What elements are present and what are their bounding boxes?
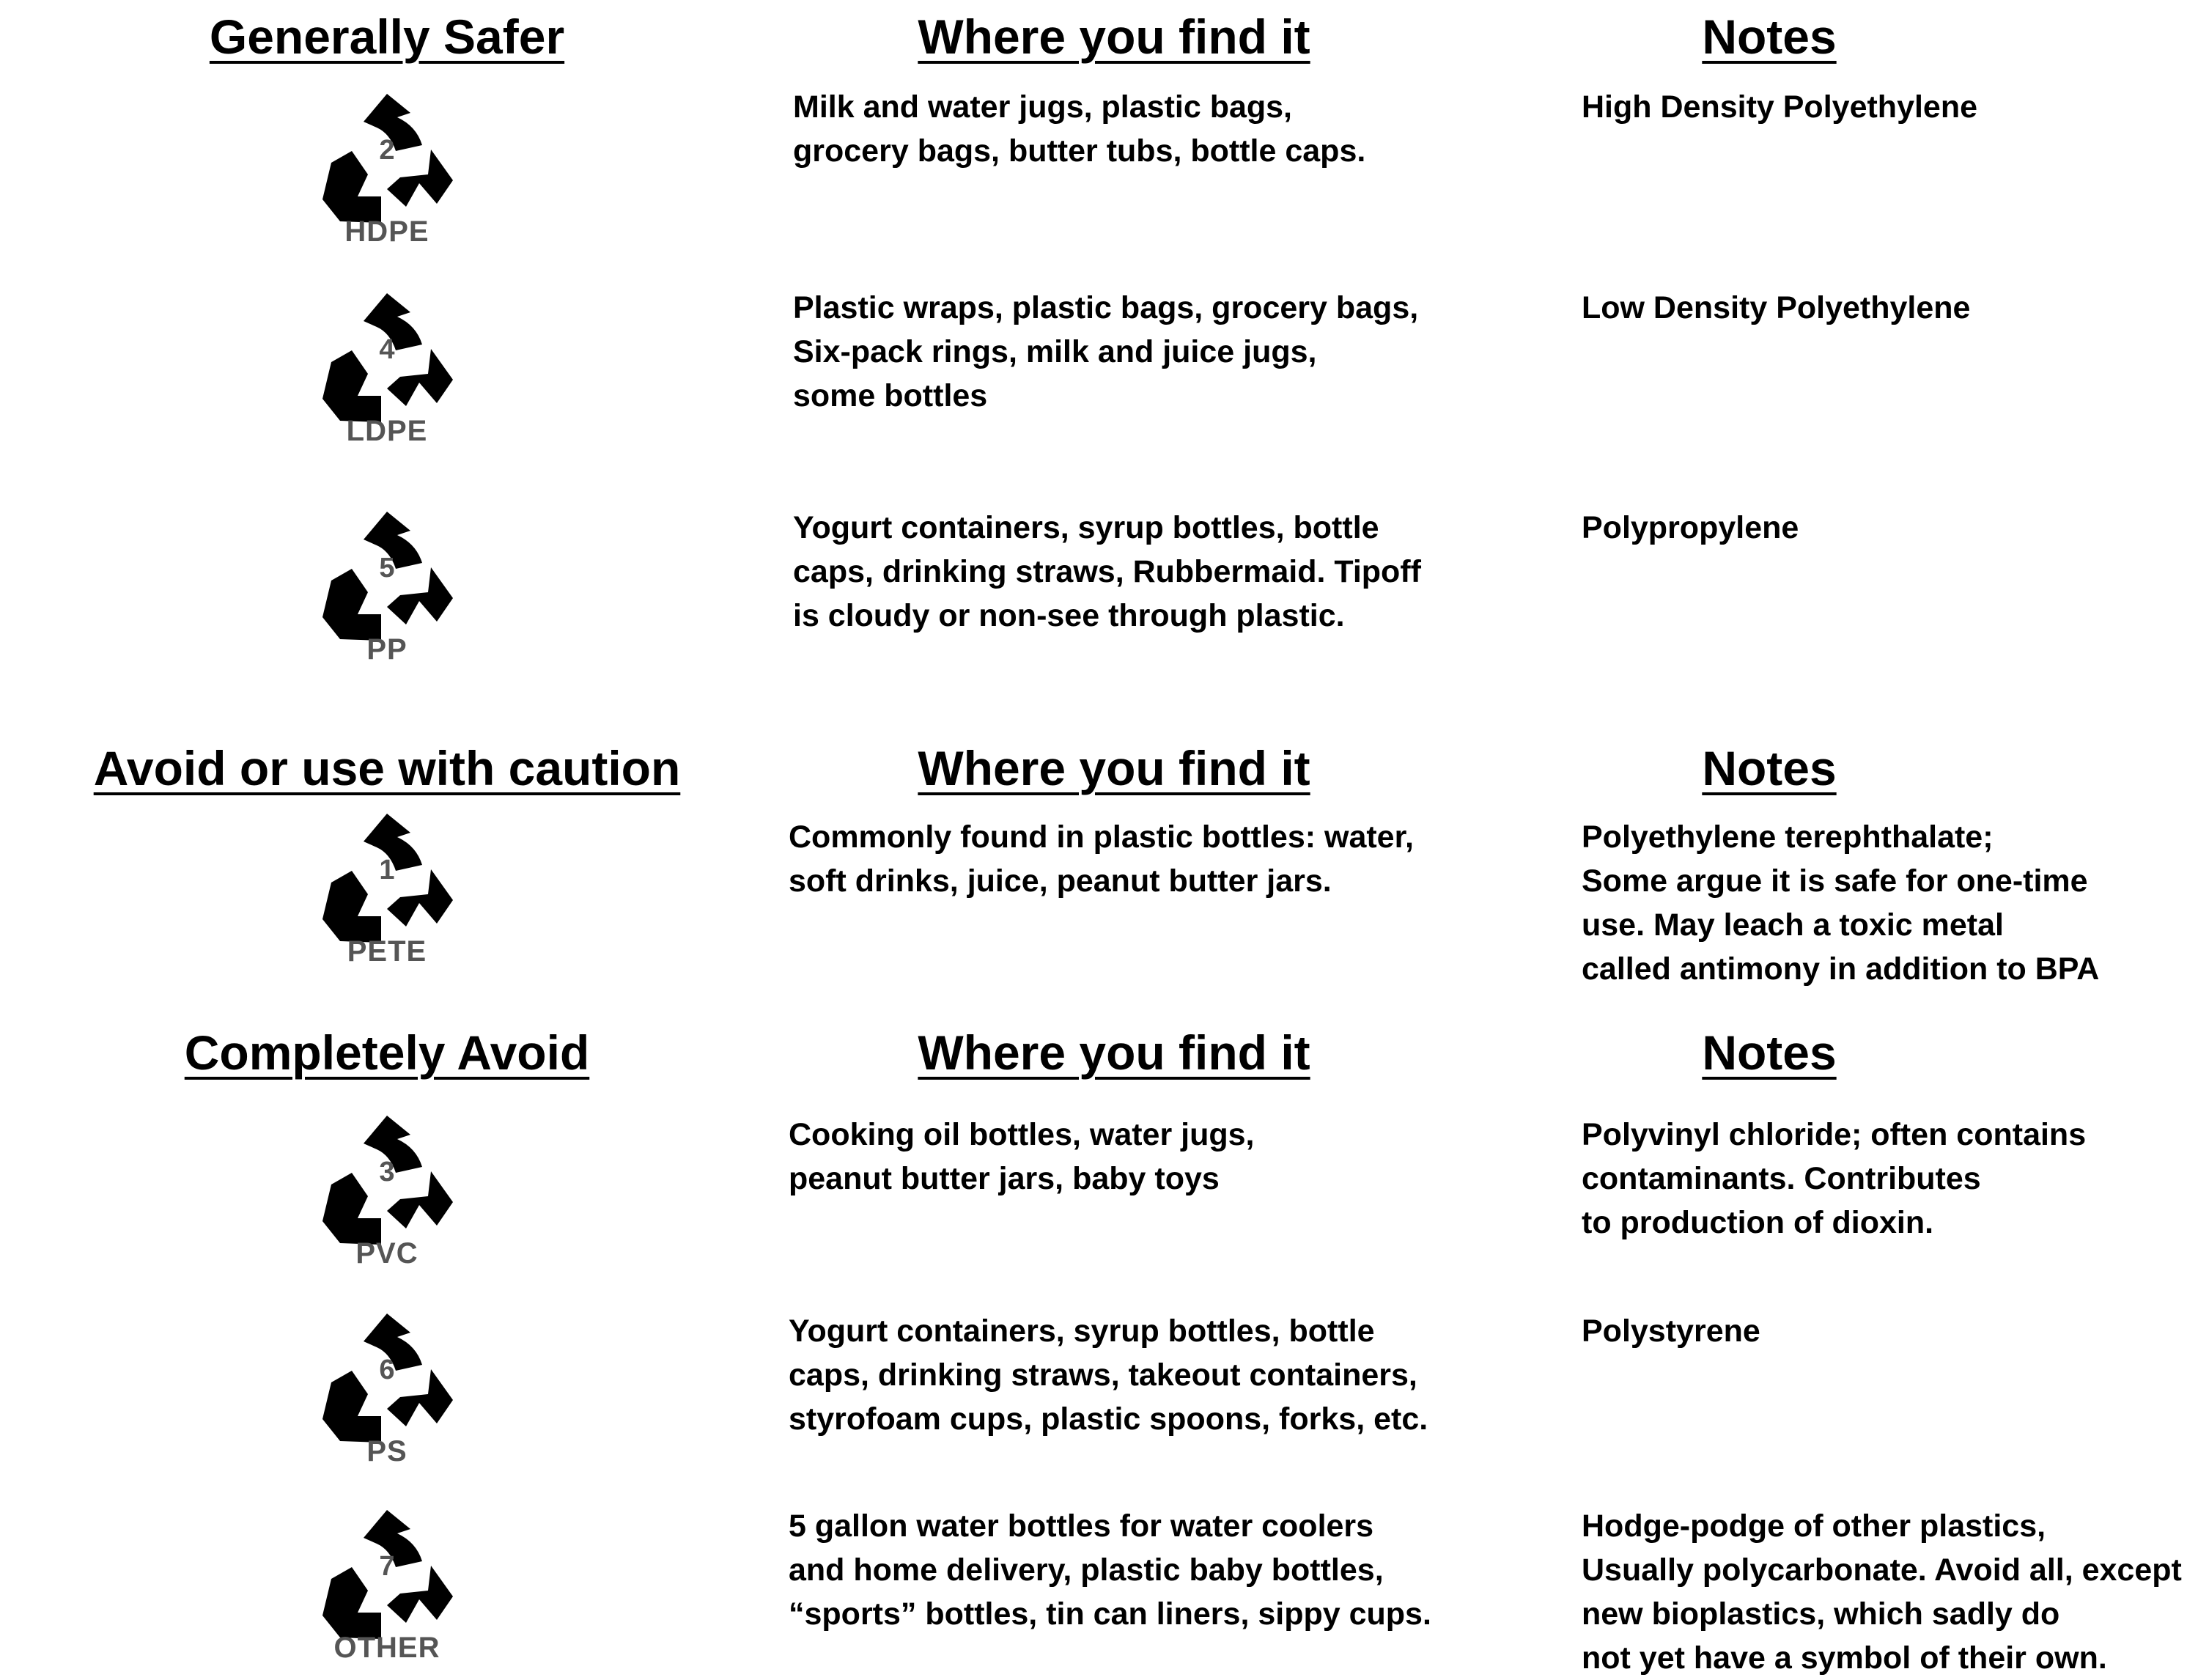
resin-code-number: 2	[379, 135, 395, 166]
resin-code-number: 7	[379, 1551, 395, 1582]
resin-abbreviation: PP	[366, 633, 407, 666]
recycle-icon-ps	[314, 1306, 460, 1467]
resin-code-number: 4	[379, 334, 395, 365]
resin-abbreviation: PVC	[355, 1237, 418, 1270]
resin-code-number: 1	[379, 855, 395, 885]
where-heading: Where you find it	[918, 1025, 1310, 1080]
notes-text: High Density Polyethylene	[1582, 89, 1978, 125]
resin-code-number: 5	[379, 553, 395, 583]
section-heading-caution: Avoid or use with caution	[93, 741, 681, 795]
notes-heading: Notes	[1702, 1025, 1837, 1080]
where-heading: Where you find it	[918, 10, 1310, 64]
resin-abbreviation: LDPE	[346, 415, 428, 447]
notes-heading: Notes	[1702, 741, 1837, 795]
where-text: Yogurt containers, syrup bottles, bottle caps, drinking straws, Rubbermaid. Tipoff is cloudy or non-see through plastic.	[793, 510, 1421, 633]
notes-text: Low Density Polyethylene	[1582, 290, 1971, 325]
recycle-icon-hdpe	[314, 86, 460, 248]
section-heading-avoid: Completely Avoid	[184, 1025, 590, 1080]
where-text: Cooking oil bottles, water jugs, peanut butter jars, baby toys	[789, 1117, 1255, 1196]
resin-abbreviation: OTHER	[333, 1632, 440, 1664]
resin-abbreviation: PETE	[347, 935, 427, 968]
where-text: 5 gallon water bottles for water coolers and home delivery, plastic baby bottles, “sports” bottles, tin can liners, sippy cups.	[789, 1508, 1431, 1632]
notes-text: Polypropylene	[1582, 510, 1799, 545]
where-text: Milk and water jugs, plastic bags, grocery bags, butter tubs, bottle caps.	[793, 89, 1366, 169]
resin-abbreviation: HDPE	[344, 215, 429, 248]
section-heading-safer: Generally Safer	[209, 10, 565, 64]
recycle-icon-other	[314, 1503, 460, 1664]
notes-text: Hodge-podge of other plastics, Usually polycarbonate. Avoid all, except new bioplastics, which sadly do not yet have a symbol of their own.	[1582, 1508, 2182, 1676]
notes-text: Polyvinyl chloride; often contains contaminants. Contributes to production of dioxin.	[1582, 1117, 2087, 1240]
resin-code-number: 3	[379, 1157, 395, 1187]
notes-text: Polyethylene terephthalate; Some argue it is safe for one-time use. May leach a toxic metal called antimony in addition to BPA	[1582, 819, 2100, 987]
notes-heading: Notes	[1702, 10, 1837, 64]
recycle-icon-ldpe	[314, 286, 460, 447]
where-text: Yogurt containers, syrup bottles, bottle caps, drinking straws, takeout containers, styrofoam cups, plastic spoons, forks, etc.	[789, 1314, 1428, 1437]
recycle-icon-pvc	[314, 1108, 460, 1270]
where-text: Plastic wraps, plastic bags, grocery bags, Six-pack rings, milk and juice jugs, some bottles	[793, 290, 1419, 413]
resin-code-number: 6	[379, 1355, 395, 1385]
where-text: Commonly found in plastic bottles: water, soft drinks, juice, peanut butter jars.	[789, 819, 1414, 899]
where-heading: Where you find it	[918, 741, 1310, 795]
recycle-icon-pete	[314, 806, 460, 968]
notes-text: Polystyrene	[1582, 1314, 1760, 1349]
recycle-icon-pp	[314, 504, 460, 666]
resin-abbreviation: PS	[366, 1435, 407, 1467]
